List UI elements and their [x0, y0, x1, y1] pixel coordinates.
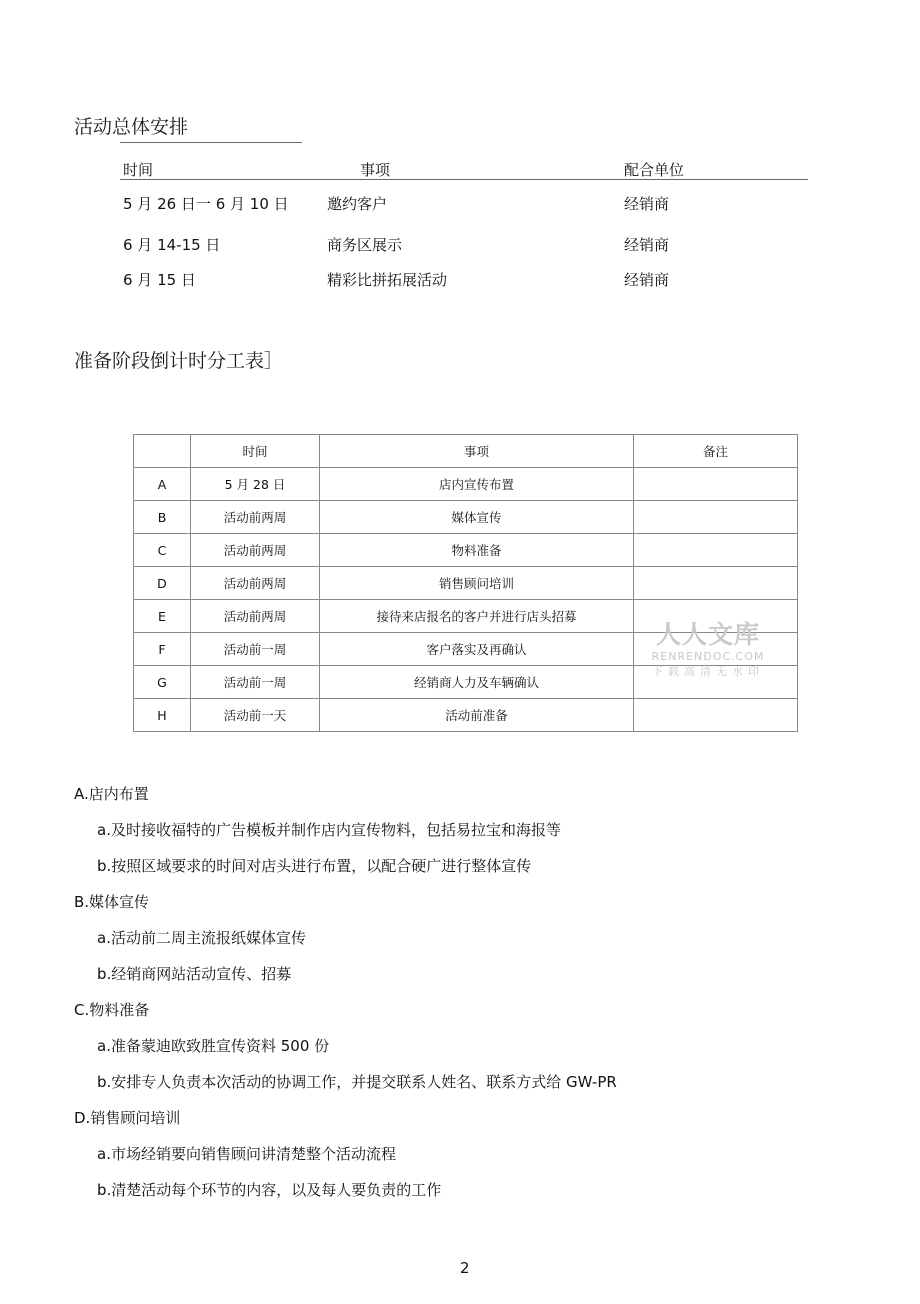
table-row [134, 501, 798, 534]
detail-d-item-1: a.市场经销要向销售顾问讲清楚整个活动流程 [97, 1145, 396, 1163]
row-note [634, 501, 798, 534]
row-id: F [134, 633, 191, 666]
watermark [643, 620, 773, 680]
overall-row-1-item: 邀约客户 [327, 195, 388, 213]
table-row [134, 699, 798, 732]
row-id: E [134, 600, 191, 633]
overall-header-item: 事项 [360, 161, 391, 179]
table-row [134, 468, 798, 501]
detail-a-item-1: a.及时接收福特的广告模板并制作店内宣传物料，包括易拉宝和海报等 [97, 821, 561, 839]
prep-header-note: 备注 [634, 435, 798, 468]
overall-row-3-partner: 经销商 [624, 271, 670, 289]
table-row [134, 567, 798, 600]
overall-row-2-partner: 经销商 [624, 236, 670, 254]
row-id: D [134, 567, 191, 600]
row-item: 销售顾问培训 [320, 567, 634, 600]
row-note [634, 468, 798, 501]
detail-d-item-2: b.清楚活动每个环节的内容，以及每人要负责的工作 [97, 1181, 442, 1199]
prep-header-row [134, 435, 798, 468]
row-time: 活动前一周 [191, 666, 320, 699]
detail-c-item-1: a.准备蒙迪欧致胜宣传资料 500 份 [97, 1037, 330, 1055]
overall-header-partner: 配合单位 [624, 161, 685, 179]
row-item: 客户落实及再确认 [320, 633, 634, 666]
table-row [134, 534, 798, 567]
prep-header-item: 事项 [320, 435, 634, 468]
prep-table [133, 434, 798, 732]
row-item: 活动前准备 [320, 699, 634, 732]
row-item: 接待来店报名的客户并进行店头招募 [320, 600, 634, 633]
row-time: 活动前一周 [191, 633, 320, 666]
overall-row-2-item: 商务区展示 [327, 236, 403, 254]
row-id: A [134, 468, 191, 501]
overall-row-1-time: 5 月 26 日一 6 月 10 日 [123, 195, 289, 213]
watermark-tagline: 下载高清无水印 [652, 665, 764, 678]
prep-title: 准备阶段倒计时分工表］ [74, 350, 284, 372]
overall-title: 活动总体安排 [74, 116, 189, 138]
overall-row-1-partner: 经销商 [624, 195, 670, 213]
page-number: 2 [460, 1259, 470, 1277]
detail-heading-c: C.物料准备 [74, 1001, 150, 1019]
row-id: H [134, 699, 191, 732]
row-time: 5 月 28 日 [191, 468, 320, 501]
watermark-url: RENRENDOC.COM [651, 650, 765, 663]
prep-header-id [134, 435, 191, 468]
overall-row-2-time: 6 月 14-15 日 [123, 236, 221, 254]
row-time: 活动前两周 [191, 567, 320, 600]
detail-heading-b: B.媒体宣传 [74, 893, 150, 911]
title-underline [120, 142, 302, 143]
row-time: 活动前两周 [191, 600, 320, 633]
row-item: 物料准备 [320, 534, 634, 567]
row-note [634, 567, 798, 600]
detail-b-item-2: b.经销商网站活动宣传、招募 [97, 965, 292, 983]
row-id: G [134, 666, 191, 699]
row-id: C [134, 534, 191, 567]
row-item: 媒体宣传 [320, 501, 634, 534]
detail-b-item-1: a.活动前二周主流报纸媒体宣传 [97, 929, 306, 947]
overall-header-time: 时间 [123, 161, 154, 179]
watermark-logo-text: 人人文库 [655, 620, 760, 649]
row-time: 活动前两周 [191, 534, 320, 567]
detail-heading-d: D.销售顾问培训 [74, 1109, 181, 1127]
row-item: 经销商人力及车辆确认 [320, 666, 634, 699]
detail-c-item-2: b.安排专人负责本次活动的协调工作，并提交联系人姓名、联系方式给 GW-PR [97, 1073, 617, 1091]
overall-row-3-item: 精彩比拼拓展活动 [327, 271, 448, 289]
row-item: 店内宣传布置 [320, 468, 634, 501]
row-time: 活动前两周 [191, 501, 320, 534]
header-rule [120, 179, 808, 180]
overall-row-3-time: 6 月 15 日 [123, 271, 196, 289]
row-id: B [134, 501, 191, 534]
prep-header-time: 时间 [191, 435, 320, 468]
row-note [634, 699, 798, 732]
detail-heading-a: A.店内布置 [74, 785, 149, 803]
row-note [634, 534, 798, 567]
detail-a-item-2: b.按照区域要求的时间对店头进行布置，以配合硬广进行整体宣传 [97, 857, 532, 875]
row-time: 活动前一天 [191, 699, 320, 732]
